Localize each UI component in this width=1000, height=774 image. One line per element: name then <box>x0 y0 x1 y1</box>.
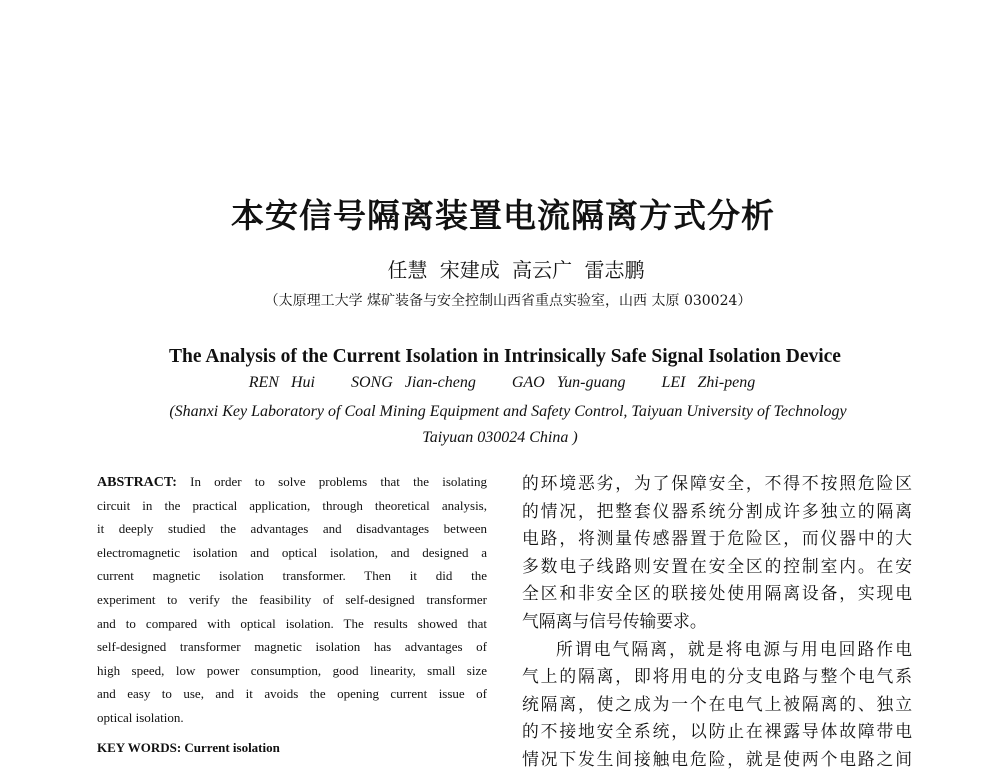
body-line: 所谓电气隔离，就是将电源与用电回路作电 <box>556 638 912 659</box>
body-line: 多数电子线路则安置在安全区的控制室内。在安 <box>522 555 912 576</box>
abstract-line: experiment to verify the feasibility of self-designed transformer <box>97 591 487 607</box>
abstract-line: circuit in the practical application, through theoretical analysis, <box>97 497 487 513</box>
body-line: 气隔离与信号传输要求。 <box>522 610 707 631</box>
abstract-line: high speed, low power consumption, good linearity, small size <box>97 662 487 678</box>
abstract-line: current magnetic isolation transformer. Then it did the <box>97 568 487 584</box>
body-line: 的环境恶劣，为了保障安全，不得不按照危险区 <box>522 473 912 493</box>
chinese-affiliation: （太原理工大学 煤矿装备与安全控制山西省重点实验室，山西 太原 030024） <box>264 293 752 309</box>
english-affiliation-line1: (Shanxi Key Laboratory of Coal Mining Equipment and Safety Control, Taiyuan University of Technology <box>169 403 847 420</box>
abstract-line: it deeply studied the advantages and disadvantages between <box>97 521 487 537</box>
chinese-title: 本安信号隔离装置电流隔离方式分析 <box>231 196 775 235</box>
body-line: 的不接地安全系统，以防止在裸露导体故障带电 <box>522 721 912 742</box>
abstract <box>97 470 487 730</box>
body-line: 气上的隔离，即将用电的分支电路与整个电气系 <box>522 666 912 687</box>
body-line: 统隔离，使之成为一个在电气上被隔离的、独立 <box>522 693 912 714</box>
body-line: 电路，将测量传感器置于危险区，而仪器中的大 <box>522 528 912 549</box>
abstract-label: ABSTRACT: <box>97 475 177 490</box>
english-authors: REN Hui SONG Jian-cheng GAO Yun-guang LEI Zhi-peng <box>248 374 756 391</box>
keywords: KEY WORDS: Current isolation <box>97 740 280 755</box>
body-line: 的情况，把整套仪器系统分割成许多独立的隔离 <box>522 500 912 521</box>
english-title: The Analysis of the Current Isolation in Intrinsically Safe Signal Isolation Device <box>169 346 841 367</box>
body-line: 全区和非安全区的联接处使用隔离设备，实现电 <box>522 583 912 604</box>
body-line: 情况下发生间接触电危险，就是使两个电路之间 <box>522 748 912 769</box>
abstract-text: In order to solve problems that the isolating <box>190 474 488 489</box>
abstract-line: self-designed transformer magnetic isolation has advantages of <box>97 639 487 655</box>
chinese-body-text <box>522 470 912 774</box>
abstract-line: optical isolation. <box>97 709 184 725</box>
abstract-line: and easy to use, and it avoids the opening current issue of <box>97 686 487 702</box>
abstract-line <box>97 470 487 494</box>
abstract-line: and to compared with optical isolation. The results showed that <box>97 615 487 631</box>
chinese-authors: 任慧 宋建成 高云广 雷志鹏 <box>387 258 645 282</box>
english-affiliation-line2: Taiyuan 030024 China ) <box>422 429 578 446</box>
abstract-line: electromagnetic isolation and optical isolation, and designed a <box>97 544 487 560</box>
